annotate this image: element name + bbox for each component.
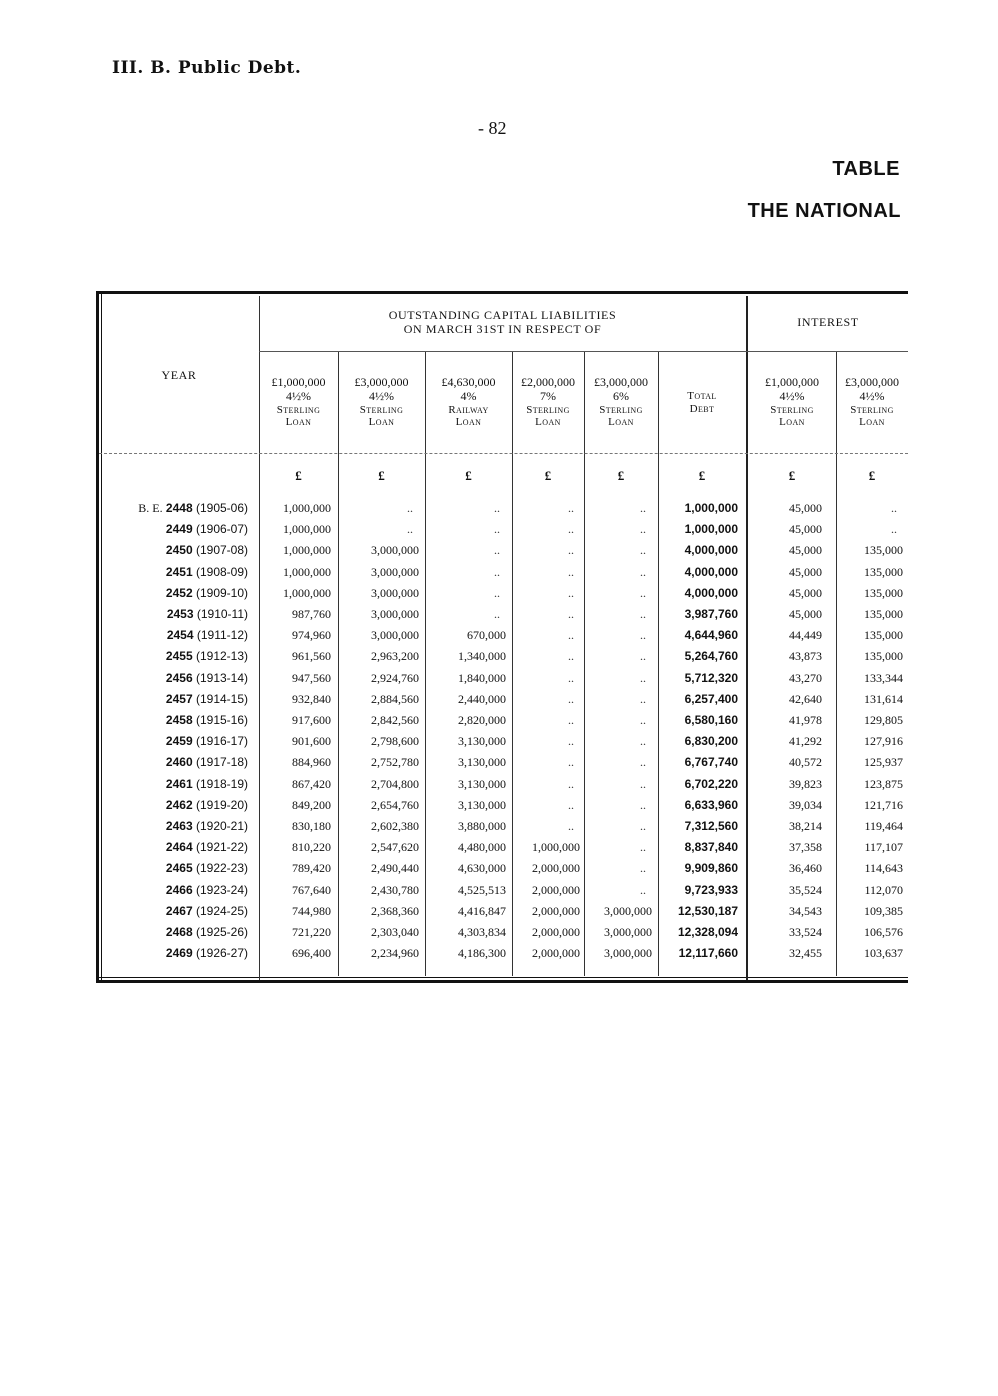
unit-symbol: £ (378, 468, 385, 483)
table-row (96, 777, 908, 798)
table-label: TABLE (832, 158, 900, 180)
cell-sterling-loan-2: 2,798,600 (371, 734, 419, 749)
year-number: 2464 (165, 840, 193, 855)
year-span: (1907-08) (195, 543, 248, 558)
year-span: (1922-23) (195, 861, 248, 876)
cell-interest-1: 39,823 (789, 776, 822, 791)
cell-sterling-loan-2: 2,752,780 (371, 755, 419, 770)
table-row (96, 522, 908, 543)
cell-total-debt: 12,328,094 (677, 925, 738, 939)
cell-sterling-loan-6pct: .. (640, 649, 646, 664)
year-cell (96, 798, 248, 812)
cell-sterling-loan-6pct: .. (640, 564, 646, 579)
cell-total-debt: 6,830,200 (684, 734, 738, 749)
cell-sterling-loan-7pct: .. (568, 564, 574, 579)
cell-sterling-loan-2: 3,000,000 (371, 607, 419, 621)
cell-sterling-loan-2: 2,430,780 (371, 882, 419, 897)
cell-sterling-loan-2: 3,000,000 (371, 543, 419, 558)
table-row (96, 543, 908, 564)
cell-interest-1: 32,455 (789, 946, 822, 961)
cell-total-debt: 6,767,740 (684, 755, 738, 770)
cell-sterling-loan-1: 696,400 (292, 946, 331, 961)
cell-sterling-loan-1: 789,420 (292, 861, 331, 876)
year-cell (96, 840, 248, 854)
cell-railway-loan: 3,130,000 (458, 776, 506, 791)
cell-railway-loan: 4,480,000 (458, 840, 506, 855)
cell-interest-1: 35,524 (789, 882, 822, 897)
cell-total-debt: 6,633,960 (684, 797, 738, 812)
cell-sterling-loan-7pct: 2,000,000 (532, 882, 580, 897)
cell-sterling-loan-1: 1,000,000 (283, 522, 331, 537)
cell-sterling-loan-7pct: .. (568, 649, 574, 664)
cell-sterling-loan-2: 3,000,000 (371, 564, 419, 579)
cell-sterling-loan-7pct: .. (568, 755, 574, 770)
column-header-interest-2: £3,000,000 4½% Sterling Loan (845, 375, 899, 429)
table-row (96, 755, 908, 776)
cell-railway-loan: 3,880,000 (458, 819, 506, 833)
year-cell (96, 692, 248, 706)
year-number: 2458 (165, 713, 193, 727)
year-number: 2462 (165, 797, 193, 812)
year-number: 2452 (165, 585, 193, 600)
cell-sterling-loan-1: 810,220 (292, 840, 331, 855)
cell-railway-loan: .. (494, 522, 500, 537)
cell-sterling-loan-1: 917,600 (292, 713, 331, 727)
table-row (96, 628, 908, 649)
year-number: 2451 (165, 564, 193, 579)
table-row (96, 607, 908, 628)
cell-sterling-loan-6pct: .. (640, 522, 646, 537)
year-cell (96, 628, 248, 642)
table-row (96, 946, 908, 967)
cell-sterling-loan-7pct: .. (568, 691, 574, 706)
cell-sterling-loan-7pct: .. (568, 522, 574, 537)
cell-sterling-loan-1: 932,840 (292, 691, 331, 706)
cell-total-debt: 1,000,000 (684, 501, 738, 515)
cell-interest-2: 121,716 (864, 797, 903, 812)
cell-sterling-loan-7pct: .. (568, 797, 574, 812)
cell-sterling-loan-1: 1,000,000 (283, 585, 331, 600)
cell-interest-2: 131,614 (864, 691, 903, 706)
cell-total-debt: 9,723,933 (684, 882, 738, 897)
cell-interest-1: 45,000 (789, 543, 822, 558)
year-cell (96, 946, 248, 960)
table-row (96, 904, 908, 925)
cell-sterling-loan-1: 901,600 (292, 734, 331, 749)
cell-railway-loan: 4,186,300 (458, 946, 506, 961)
cell-interest-2: 135,000 (864, 564, 903, 579)
year-number: 2449 (165, 522, 193, 537)
cell-interest-2: 135,000 (864, 607, 903, 621)
year-cell (96, 904, 248, 918)
cell-interest-2: .. (891, 522, 897, 537)
cell-interest-1: 43,270 (789, 670, 822, 685)
year-number: 2450 (165, 543, 193, 558)
cell-interest-1: 41,978 (789, 713, 822, 727)
year-number: 2469 (165, 946, 193, 961)
cell-total-debt: 12,117,660 (678, 946, 738, 961)
year-cell (96, 819, 248, 833)
cell-sterling-loan-2: 2,924,760 (371, 670, 419, 685)
cell-interest-2: 135,000 (864, 585, 903, 600)
cell-sterling-loan-2: 2,303,040 (371, 925, 419, 939)
cell-sterling-loan-2: 2,368,360 (371, 903, 419, 918)
cell-interest-2: 106,576 (864, 925, 903, 939)
cell-interest-2: 135,000 (864, 543, 903, 558)
year-number: 2461 (165, 776, 193, 791)
cell-total-debt: 1,000,000 (684, 522, 738, 537)
cell-sterling-loan-2: .. (407, 501, 413, 515)
cell-sterling-loan-6pct: .. (640, 607, 646, 621)
year-span: (1916-17) (195, 734, 248, 749)
era-prefix: B. E. (138, 501, 163, 515)
cell-sterling-loan-1: 1,000,000 (283, 564, 331, 579)
cell-sterling-loan-7pct: .. (568, 670, 574, 685)
cell-interest-1: 40,572 (789, 755, 822, 770)
unit-symbol: £ (868, 468, 876, 483)
page-number: - 82 (478, 118, 507, 138)
year-number: 2468 (165, 925, 193, 939)
year-number: 2467 (165, 903, 193, 918)
year-number: 2459 (165, 734, 193, 749)
cell-total-debt: 9,909,860 (684, 861, 738, 876)
cell-interest-2: 119,464 (864, 819, 903, 833)
cell-sterling-loan-1: 974,960 (292, 628, 331, 643)
cell-interest-2: 125,937 (864, 755, 903, 770)
cell-sterling-loan-7pct: .. (568, 713, 574, 727)
cell-interest-2: 135,000 (864, 628, 903, 643)
year-number: 2448 (165, 501, 193, 515)
year-span: (1925-26) (195, 925, 248, 939)
table-row (96, 883, 908, 904)
unit-symbol: £ (698, 468, 706, 483)
cell-sterling-loan-1: 1,000,000 (283, 543, 331, 558)
year-span: (1908-09) (195, 564, 248, 579)
table-row (96, 798, 908, 819)
year-span: (1910-11) (196, 607, 248, 621)
year-span: (1920-21) (195, 819, 248, 833)
cell-railway-loan: .. (494, 501, 500, 515)
year-span: (1911-12) (196, 628, 248, 643)
year-cell (96, 734, 248, 748)
cell-sterling-loan-1: 721,220 (292, 925, 331, 939)
cell-sterling-loan-6pct: .. (640, 882, 646, 897)
cell-sterling-loan-2: .. (407, 522, 413, 537)
year-span: (1909-10) (195, 585, 248, 600)
cell-sterling-loan-2: 2,490,440 (371, 861, 419, 876)
year-span: (1917-18) (195, 755, 248, 770)
year-cell (96, 755, 248, 769)
year-span: (1926-27) (195, 946, 248, 961)
year-span: (1924-25) (195, 903, 248, 918)
year-cell (96, 522, 248, 536)
cell-railway-loan: 3,130,000 (458, 797, 506, 812)
cell-sterling-loan-6pct: .. (640, 819, 646, 833)
cell-sterling-loan-2: 2,884,560 (371, 691, 419, 706)
group-header-interest: INTEREST (797, 315, 859, 329)
year-number: 2454 (166, 628, 194, 643)
cell-interest-2: 135,000 (864, 649, 903, 664)
cell-railway-loan: 4,303,834 (458, 925, 506, 939)
year-cell (96, 649, 248, 663)
cell-sterling-loan-7pct: 2,000,000 (532, 925, 580, 939)
table-row (96, 692, 908, 713)
cell-total-debt: 6,580,160 (684, 713, 738, 727)
section-heading: III. B. Public Debt. (112, 58, 302, 78)
cell-sterling-loan-6pct: .. (640, 861, 646, 876)
cell-sterling-loan-6pct: .. (640, 585, 646, 600)
year-cell (96, 671, 248, 685)
cell-interest-1: 33,524 (789, 925, 822, 939)
cell-interest-2: 127,916 (864, 734, 903, 749)
year-cell (96, 565, 248, 579)
table-top-rule (96, 291, 908, 294)
cell-total-debt: 8,837,840 (684, 840, 738, 855)
cell-sterling-loan-7pct: .. (568, 734, 574, 749)
cell-sterling-loan-2: 2,654,760 (371, 797, 419, 812)
cell-interest-2: 117,107 (864, 840, 903, 855)
cell-sterling-loan-1: 830,180 (292, 819, 331, 833)
cell-sterling-loan-1: 884,960 (292, 755, 331, 770)
year-cell (96, 543, 248, 557)
cell-interest-2: .. (891, 501, 897, 515)
cell-sterling-loan-2: 3,000,000 (371, 585, 419, 600)
column-header-1: £1,000,000 4½% Sterling Loan (271, 375, 326, 429)
cell-interest-2: 129,805 (864, 713, 903, 727)
cell-sterling-loan-1: 849,200 (292, 797, 331, 812)
cell-railway-loan: 2,440,000 (458, 691, 506, 706)
year-header: YEAR (161, 368, 197, 382)
year-span: (1923-24) (195, 882, 248, 897)
table-row (96, 713, 908, 734)
cell-interest-1: 45,000 (789, 564, 822, 579)
cell-sterling-loan-6pct: .. (640, 776, 646, 791)
cell-railway-loan: 1,340,000 (458, 649, 506, 664)
cell-interest-1: 34,543 (789, 903, 822, 918)
column-header-rule (99, 453, 908, 454)
cell-sterling-loan-6pct: .. (640, 691, 646, 706)
cell-railway-loan: 4,416,847 (458, 903, 506, 918)
cell-total-debt: 4,000,000 (684, 585, 738, 600)
year-span: (1913-14) (195, 670, 248, 685)
cell-interest-1: 45,000 (789, 522, 822, 537)
year-span: (1906-07) (195, 522, 248, 537)
cell-sterling-loan-6pct: 3,000,000 (604, 925, 652, 939)
cell-sterling-loan-7pct: .. (568, 543, 574, 558)
cell-sterling-loan-6pct: .. (640, 755, 646, 770)
column-header-4: £2,000,000 7% Sterling Loan (521, 375, 575, 429)
cell-interest-2: 114,643 (864, 861, 903, 876)
cell-railway-loan: 670,000 (467, 628, 506, 643)
year-cell (96, 883, 248, 897)
column-header-interest-1: £1,000,000 4½% Sterling Loan (765, 375, 819, 429)
unit-symbol: £ (465, 468, 472, 483)
year-number: 2463 (165, 819, 193, 833)
cell-total-debt: 4,000,000 (684, 564, 738, 579)
cell-railway-loan: 1,840,000 (458, 670, 506, 685)
cell-sterling-loan-1: 987,760 (292, 607, 331, 621)
cell-sterling-loan-2: 2,547,620 (371, 840, 419, 855)
cell-sterling-loan-7pct: .. (568, 628, 574, 643)
cell-sterling-loan-6pct: .. (640, 734, 646, 749)
group-header-rule (259, 351, 908, 352)
cell-interest-1: 38,214 (789, 819, 822, 833)
cell-total-debt: 4,644,960 (684, 628, 738, 643)
cell-interest-2: 109,385 (864, 903, 903, 918)
cell-sterling-loan-7pct: .. (568, 819, 574, 833)
cell-sterling-loan-6pct: 3,000,000 (604, 903, 652, 918)
cell-sterling-loan-6pct: .. (640, 713, 646, 727)
cell-sterling-loan-1: 867,420 (292, 776, 331, 791)
table-row (96, 649, 908, 670)
year-span: (1914-15) (195, 691, 248, 706)
cell-railway-loan: .. (494, 607, 500, 621)
cell-interest-1: 45,000 (789, 607, 822, 621)
year-span: (1918-19) (195, 776, 248, 791)
cell-sterling-loan-6pct: .. (640, 501, 646, 515)
cell-interest-2: 133,344 (864, 670, 903, 685)
year-number: 2457 (165, 691, 193, 706)
cell-sterling-loan-6pct: .. (640, 543, 646, 558)
cell-total-debt: 5,264,760 (684, 649, 738, 664)
cell-total-debt: 4,000,000 (684, 543, 738, 558)
cell-interest-2: 112,070 (864, 882, 903, 897)
cell-railway-loan: 4,525,513 (458, 882, 506, 897)
column-header-total: Total Debt (687, 390, 717, 415)
cell-sterling-loan-2: 3,000,000 (371, 628, 419, 643)
cell-railway-loan: 3,130,000 (458, 755, 506, 770)
year-span: (1905-06) (195, 501, 248, 515)
table-row (96, 586, 908, 607)
national-debt-table (96, 291, 908, 983)
cell-interest-1: 39,034 (789, 797, 822, 812)
column-header-2: £3,000,000 4½% Sterling Loan (354, 375, 409, 429)
cell-sterling-loan-7pct: 2,000,000 (532, 903, 580, 918)
year-span: (1912-13) (195, 649, 248, 664)
cell-interest-1: 44,449 (789, 628, 822, 643)
cell-sterling-loan-7pct: .. (568, 585, 574, 600)
cell-sterling-loan-1: 1,000,000 (283, 501, 331, 515)
cell-sterling-loan-7pct: .. (568, 501, 574, 515)
year-cell (96, 607, 248, 621)
cell-railway-loan: .. (494, 585, 500, 600)
cell-sterling-loan-6pct: .. (640, 670, 646, 685)
year-number: 2460 (165, 755, 193, 770)
table-row (96, 671, 908, 692)
cell-total-debt: 12,530,187 (677, 903, 738, 918)
cell-sterling-loan-1: 767,640 (292, 882, 331, 897)
cell-interest-2: 123,875 (864, 776, 903, 791)
year-number: 2466 (165, 882, 193, 897)
table-row (96, 861, 908, 882)
cell-total-debt: 3,987,760 (684, 607, 738, 621)
cell-railway-loan: .. (494, 564, 500, 579)
year-number: 2455 (165, 649, 193, 664)
cell-interest-1: 42,640 (789, 691, 822, 706)
table-row (96, 734, 908, 755)
cell-interest-1: 36,460 (789, 861, 822, 876)
cell-sterling-loan-6pct: .. (640, 628, 646, 643)
cell-sterling-loan-7pct: 2,000,000 (532, 946, 580, 961)
cell-railway-loan: 4,630,000 (458, 861, 506, 876)
unit-symbol: £ (544, 468, 552, 483)
cell-interest-1: 45,000 (789, 585, 822, 600)
year-cell (96, 586, 248, 600)
year-cell (96, 925, 248, 939)
cell-sterling-loan-1: 961,560 (292, 649, 331, 664)
cell-interest-2: 103,637 (864, 946, 903, 961)
year-cell (96, 777, 248, 791)
table-row (96, 819, 908, 840)
cell-sterling-loan-7pct: 1,000,000 (532, 840, 580, 855)
year-span: (1921-22) (195, 840, 248, 855)
cell-sterling-loan-1: 744,980 (292, 903, 331, 918)
table-row (96, 840, 908, 861)
cell-sterling-loan-2: 2,842,560 (371, 713, 419, 727)
cell-sterling-loan-6pct: .. (640, 797, 646, 812)
cell-railway-loan: 3,130,000 (458, 734, 506, 749)
cell-sterling-loan-2: 2,704,800 (371, 776, 419, 791)
cell-sterling-loan-2: 2,963,200 (371, 649, 419, 664)
unit-symbol: £ (617, 468, 625, 483)
table-row (96, 501, 908, 522)
year-cell (96, 713, 248, 727)
group-header-outstanding: OUTSTANDING CAPITAL LIABILITIES ON MARCH 31ST IN RESPECT OF (388, 308, 617, 336)
table-bottom-rule (96, 977, 908, 983)
cell-interest-1: 37,358 (789, 840, 822, 855)
year-cell (96, 501, 248, 516)
cell-sterling-loan-6pct: .. (640, 840, 646, 855)
column-header-5: £3,000,000 6% Sterling Loan (594, 375, 648, 429)
cell-sterling-loan-7pct: .. (568, 776, 574, 791)
column-header-3: £4,630,000 4% Railway Loan (441, 375, 496, 429)
cell-railway-loan: 2,820,000 (458, 713, 506, 727)
year-number: 2456 (165, 670, 193, 685)
cell-interest-1: 45,000 (789, 501, 822, 515)
table-row (96, 565, 908, 586)
year-span: (1919-20) (195, 797, 248, 812)
cell-total-debt: 6,702,220 (684, 776, 738, 791)
cell-sterling-loan-7pct: .. (568, 607, 574, 621)
unit-symbol: £ (295, 468, 302, 483)
cell-railway-loan: .. (494, 543, 500, 558)
unit-symbol: £ (788, 468, 796, 483)
cell-sterling-loan-1: 947,560 (292, 670, 331, 685)
table-row (96, 925, 908, 946)
year-number: 2465 (165, 861, 193, 876)
cell-sterling-loan-2: 2,602,380 (371, 819, 419, 833)
cell-total-debt: 5,712,320 (684, 670, 738, 685)
cell-total-debt: 7,312,560 (684, 819, 738, 833)
cell-total-debt: 6,257,400 (684, 691, 738, 706)
cell-sterling-loan-7pct: 2,000,000 (532, 861, 580, 876)
cell-sterling-loan-6pct: 3,000,000 (604, 946, 652, 961)
year-cell (96, 861, 248, 875)
table-title: THE NATIONAL (747, 200, 901, 222)
cell-interest-1: 41,292 (789, 734, 822, 749)
cell-sterling-loan-2: 2,234,960 (371, 946, 419, 961)
year-number: 2453 (166, 607, 194, 621)
year-span: (1915-16) (195, 713, 248, 727)
cell-interest-1: 43,873 (789, 649, 822, 664)
